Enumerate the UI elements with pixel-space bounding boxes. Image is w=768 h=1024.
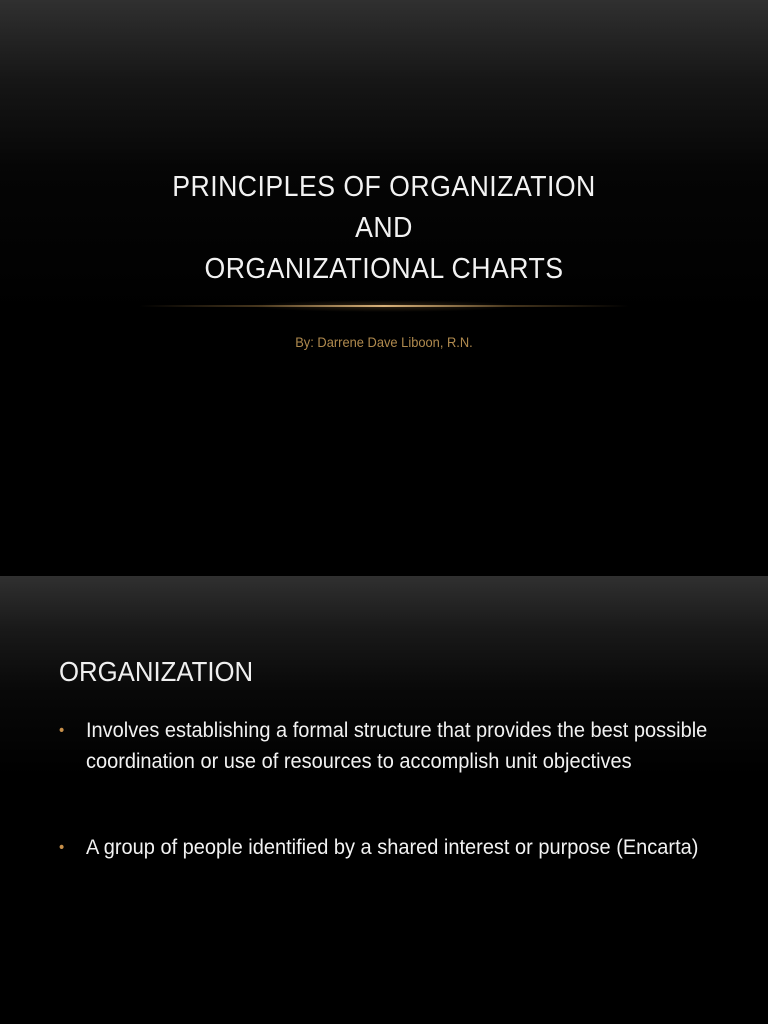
bullet-text: A group of people identified by a shared interest or purpose (Encarta) [85, 835, 699, 859]
title-divider [140, 305, 628, 307]
slide-title [31, 167, 738, 290]
slide-heading: ORGANIZATION [59, 656, 254, 687]
bullet-item [59, 832, 737, 863]
bullet-list [59, 715, 719, 863]
slide-subtitle: By: Darrene Dave Liboon, R.N. [295, 334, 473, 350]
bullet-dot-icon: • [59, 722, 65, 739]
title-line-1: PRINCIPLES OF ORGANIZATION [172, 171, 596, 203]
bullet-dot-icon: • [59, 839, 65, 856]
title-line-2: AND [355, 212, 413, 244]
title-line-3: ORGANIZATIONAL CHARTS [204, 253, 564, 285]
bullet-text: Involves establishing a formal structure that provides the best possible coordination or use of resources to accomplish unit objectives [85, 718, 708, 773]
bullet-item [59, 715, 737, 777]
